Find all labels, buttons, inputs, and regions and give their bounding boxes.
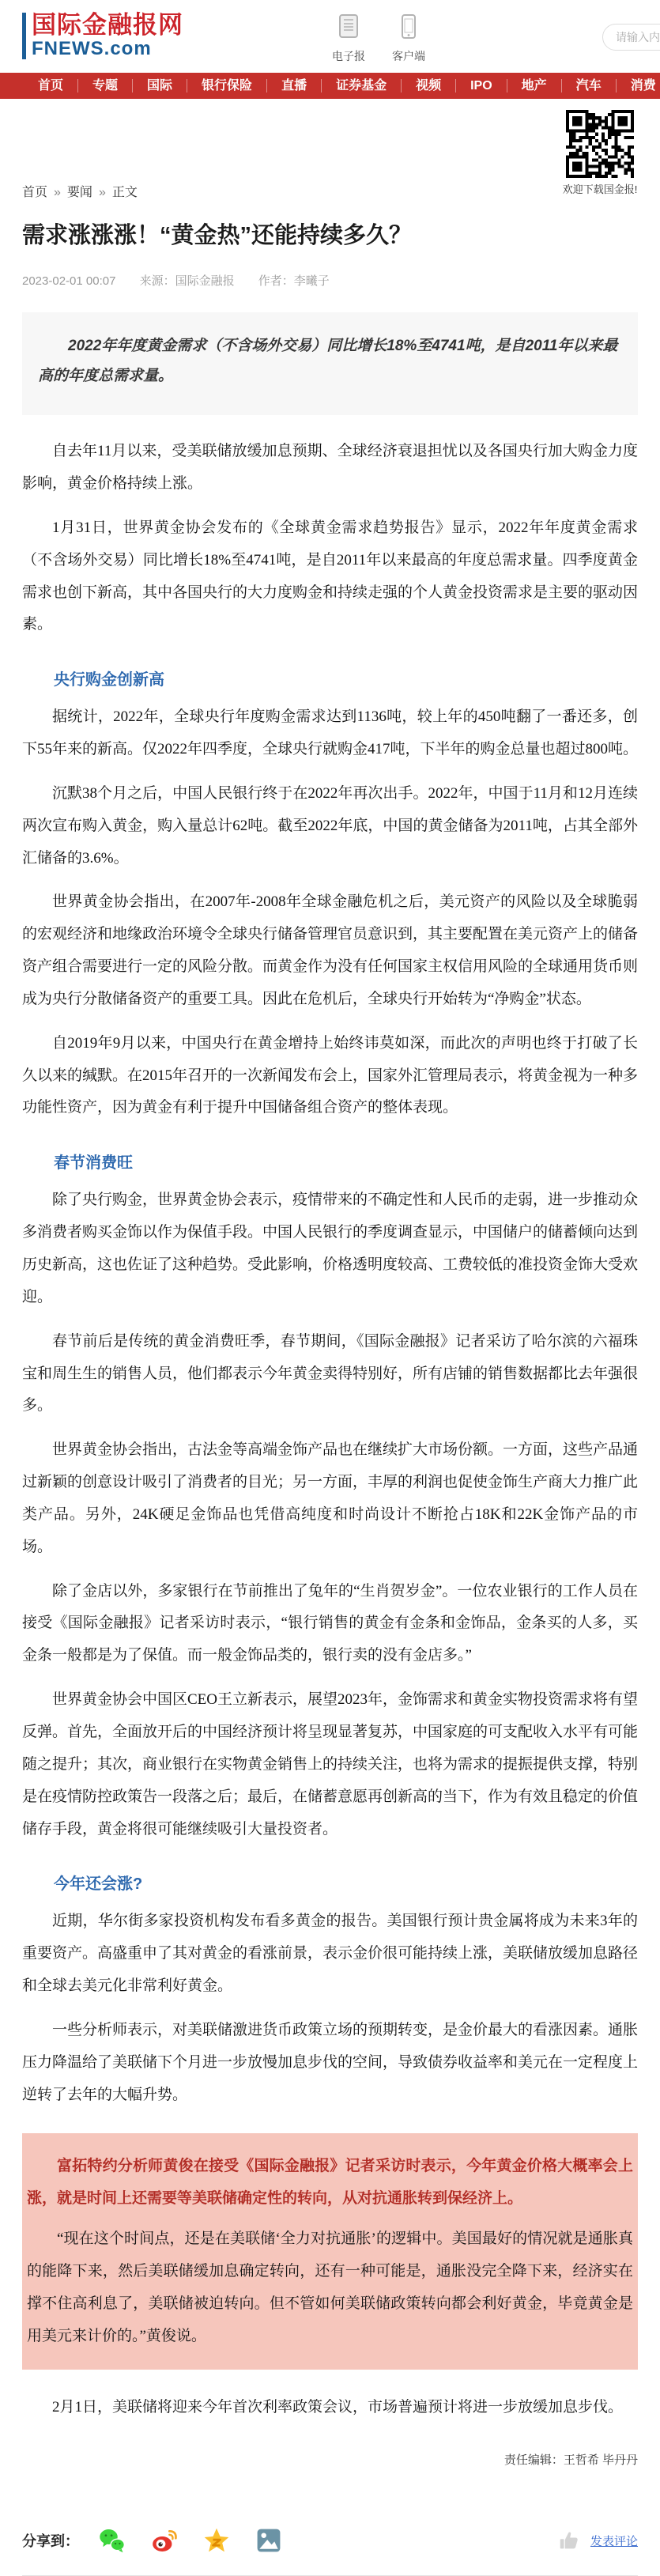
article-paragraph: 2月1日，美联储将迎来今年首次利率政策会议，市场普遍预计将进一步放缓加息步伐。 [52, 2399, 624, 2416]
publish-time: 2023-02-01 00:07 [22, 274, 116, 289]
nav-item-10[interactable]: 汽车 [561, 79, 616, 93]
section-heading: 春节消费旺 [54, 1154, 133, 1173]
highlight-paragraph: 富拓特约分析师黄俊在接受《国际金融报》记者采访时表示，今年黄金价格大概率会上涨，就是时间上还需要等美联储确定性的转向，从对抗通胀转到保经济上。 [27, 2158, 633, 2208]
share-row [22, 2526, 638, 2576]
nav-item-3[interactable]: 国际 [132, 79, 187, 93]
comment-area [559, 2530, 638, 2551]
nav-item-1[interactable]: 首页 [38, 79, 64, 93]
article-paragraph: 自去年11月以来，受美联储放缓加息预期、全球经济衰退担忧以及各国央行加大购金力度影响，黄金价格持续上涨。 [22, 443, 638, 492]
qzone-share-icon[interactable] [202, 2526, 231, 2555]
photo-share-icon[interactable] [255, 2526, 283, 2555]
breadcrumb-separator: » [54, 186, 61, 199]
weibo-share-icon[interactable] [150, 2526, 179, 2555]
site-logo[interactable] [22, 13, 183, 59]
article-meta [22, 272, 638, 289]
app-client-label: 客户端 [392, 50, 425, 62]
breadcrumb-item-3: 正文 [111, 186, 138, 199]
nav-item-7[interactable]: 视频 [401, 79, 455, 93]
author-label: 作者：李曦子 [258, 274, 330, 289]
site-header [0, 0, 660, 73]
app-client-link[interactable] [392, 14, 425, 64]
thumb-up-icon[interactable] [559, 2530, 579, 2551]
article-paragraph: 1月31日，世界黄金协会发布的《全球黄金需求趋势报告》显示，2022年年度黄金需求（不含场外交易）同比增长18%至4741吨，是自2011年以来最高的年度总需求量。四季度黄金需求也创下新高，其中各国央行的大力度购金和持续走强的个人黄金投资需求是主要的驱动因素。 [22, 519, 639, 633]
source-label: 来源：国际金融报 [139, 274, 235, 289]
wechat-share-icon[interactable] [98, 2526, 126, 2555]
article-paragraph: 世界黄金协会指出，古法金等高端金饰产品也在继续扩大市场份额。一方面，这些产品通过新颖的创意设计吸引了消费者的目光；另一方面，丰厚的利润也促使金饰生产商大力推广此类产品。另外，24K硬足金饰品也凭借高纯度和时尚设计不断抢占18K和22K金饰产品的市场。 [22, 1441, 639, 1555]
breadcrumb-item-2[interactable]: 要闻 [66, 186, 92, 199]
editor-line: 责任编辑：王哲希 毕丹丹 [503, 2453, 638, 2468]
article-paragraph: 据统计，2022年，全球央行年度购金需求达到1136吨，较上年的450吨翻了一番还多，创下55年来的新高。仅2022年四季度，全球央行就购金417吨，下半年的购金总量也超过800吨。 [22, 708, 639, 758]
top-row [22, 99, 638, 203]
article-paragraph: 近期，华尔街多家投资机构发布看多黄金的报告。美国银行预计贵金属将成为未来3年的重要资产。高盛重申了其对黄金的看涨前景，表示金价很可能持续上涨，美联储放缓加息路径和全球去美元化非常利好黄金。 [22, 1913, 639, 1995]
summary-box [22, 312, 638, 415]
logo-english-text: FNEWS.com [32, 37, 152, 59]
article-paragraph: 世界黄金协会指出，在2007年-2008年全球金融危机之后，美元资产的风险以及全球脆弱的宏观经济和地缘政治环境令全球央行储备管理官员意识到，其主要配置在美元资产上的储备资产组合需要进行一定的风险分散。而黄金作为没有任何国家主权信用风险的全球通用货币则成为央行分散储备资产的重要工具。因此在危机后，全球央行开始转为“净购金”状态。 [22, 893, 639, 1007]
nav-item-2[interactable]: 专题 [77, 79, 132, 93]
header-quick-links [332, 14, 425, 64]
share-label: 分享到： [22, 2533, 79, 2550]
search-box [602, 24, 660, 51]
article-paragraph: 除了央行购金，世界黄金协会表示，疫情带来的不确定性和人民币的走弱，进一步推动众多消费者购买金饰以作为保值手段。中国人民银行的季度调查显示，中国储户的储蓄倾向达到历史新高，这也佐证了这种趋势。受此影响，价格透明度较高、工费较低的准投资金饰大受欢迎。 [22, 1192, 639, 1305]
nav-item-9[interactable]: 地产 [507, 79, 561, 93]
qr-caption: 欢迎下载国金报! [562, 183, 638, 195]
epaper-link[interactable] [332, 14, 365, 64]
highlight-paragraph: “现在这个时间点，还是在美联储‘全力对抗通胀’的逻辑中。美国最好的情况就是通胀真的能降下来，然后美联储缓加息确定转向，还有一种可能是，通胀没完全降下来，经济实在撑不住高利息了，美联储被迫转向。但不管如何美联储政策转向都会利好黄金，毕竟黄金是用美元来计价的。”黄俊说。 [27, 2230, 633, 2344]
logo-chinese-text: 国际金融报网 [32, 11, 183, 39]
epaper-label: 电子报 [332, 50, 365, 62]
article-paragraph: 世界黄金协会中国区CEO王立新表示，展望2023年，金饰需求和黄金实物投资需求将有望反弹。首先，全面放开后的中国经济预计将呈现显著复苏，中国家庭的可支配收入水平有可能随之提升；其次，商业银行在实物黄金销售上的持续关注，也将为需求的提振提供支撑，特别是在疫情防控政策告一段落之后；最后，在储蓄意愿再创新高的当下，作为有效且稳定的价值储存手段，黄金将很可能继续吸引大量投资者。 [22, 1691, 639, 1838]
section-heading: 今年还会涨? [54, 1875, 143, 1894]
article-paragraph: 一些分析师表示，对美联储激进货币政策立场的预期转变，是金价最大的看涨因素。通胀压力降温给了美联储下个月进一步放慢加息步伐的空间，导致债券收益率和美元在一定程度上逆转了去年的大幅升势。 [22, 2021, 639, 2103]
article-paragraph: 春节前后是传统的黄金消费旺季，春节期间，《国际金融报》记者采访了哈尔滨的六福珠宝和周生生的销售人员，他们都表示今年黄金卖得特别好，所有店铺的销售数据都比去年强很多。 [22, 1332, 639, 1415]
nav-item-11[interactable]: 消费 [616, 79, 660, 93]
article-body [22, 436, 638, 2424]
epaper-icon [337, 14, 360, 43]
nav-item-8[interactable]: IPO [455, 79, 507, 93]
article-page [0, 99, 660, 2576]
summary-text: 2022年年度黄金需求（不含场外交易）同比增长18%至4741吨，是自2011年以来最高的年度总需求量。 [38, 338, 618, 385]
smartphone-icon [399, 14, 418, 43]
article-paragraph: 自2019年9月以来，中国央行在黄金增持上始终讳莫如深，而此次的声明也终于打破了长久以来的缄默。在2015年召开的一次新闻发布会上，国家外汇管理局表示，将黄金视为一种多功能性资产，因为黄金有利于提升中国储备组合资产的整体表现。 [22, 1034, 639, 1116]
article-paragraph: 沉默38个月之后，中国人民银行终于在2022年再次出手。2022年，中国于11月和12月连续两次宣布购入黄金，购入量总计62吨。截至2022年底，中国的黄金储备为2011吨，占其全部外汇储备的3.6%。 [22, 784, 638, 867]
qr-block [562, 110, 638, 196]
nav-item-5[interactable]: 直播 [266, 79, 321, 93]
comment-link[interactable]: 发表评论 [590, 2534, 638, 2548]
section-heading: 央行购金创新高 [54, 671, 164, 689]
breadcrumb-item-1[interactable]: 首页 [22, 186, 48, 199]
nav-item-4[interactable]: 银行保险 [187, 79, 266, 93]
highlight-quote-box [22, 2133, 638, 2370]
nav-item-6[interactable]: 证券基金 [321, 79, 401, 93]
breadcrumb [22, 182, 138, 200]
article-title: 需求涨涨涨！“黄金热”还能持续多久？ [22, 223, 413, 248]
breadcrumb-separator: » [98, 186, 106, 199]
qr-code [566, 110, 634, 178]
main-nav [0, 73, 660, 99]
search-input[interactable] [602, 24, 660, 51]
article-paragraph: 除了金店以外，多家银行在节前推出了兔年的“生肖贺岁金”。一位农业银行的工作人员在接受《国际金融报》记者采访时表示，“银行销售的黄金有金条和金饰品，金条买的人多，买金条一般都是为了保值。而一般金饰品类的，银行卖的没有金店多。” [22, 1582, 638, 1664]
logo-bar [22, 13, 26, 59]
